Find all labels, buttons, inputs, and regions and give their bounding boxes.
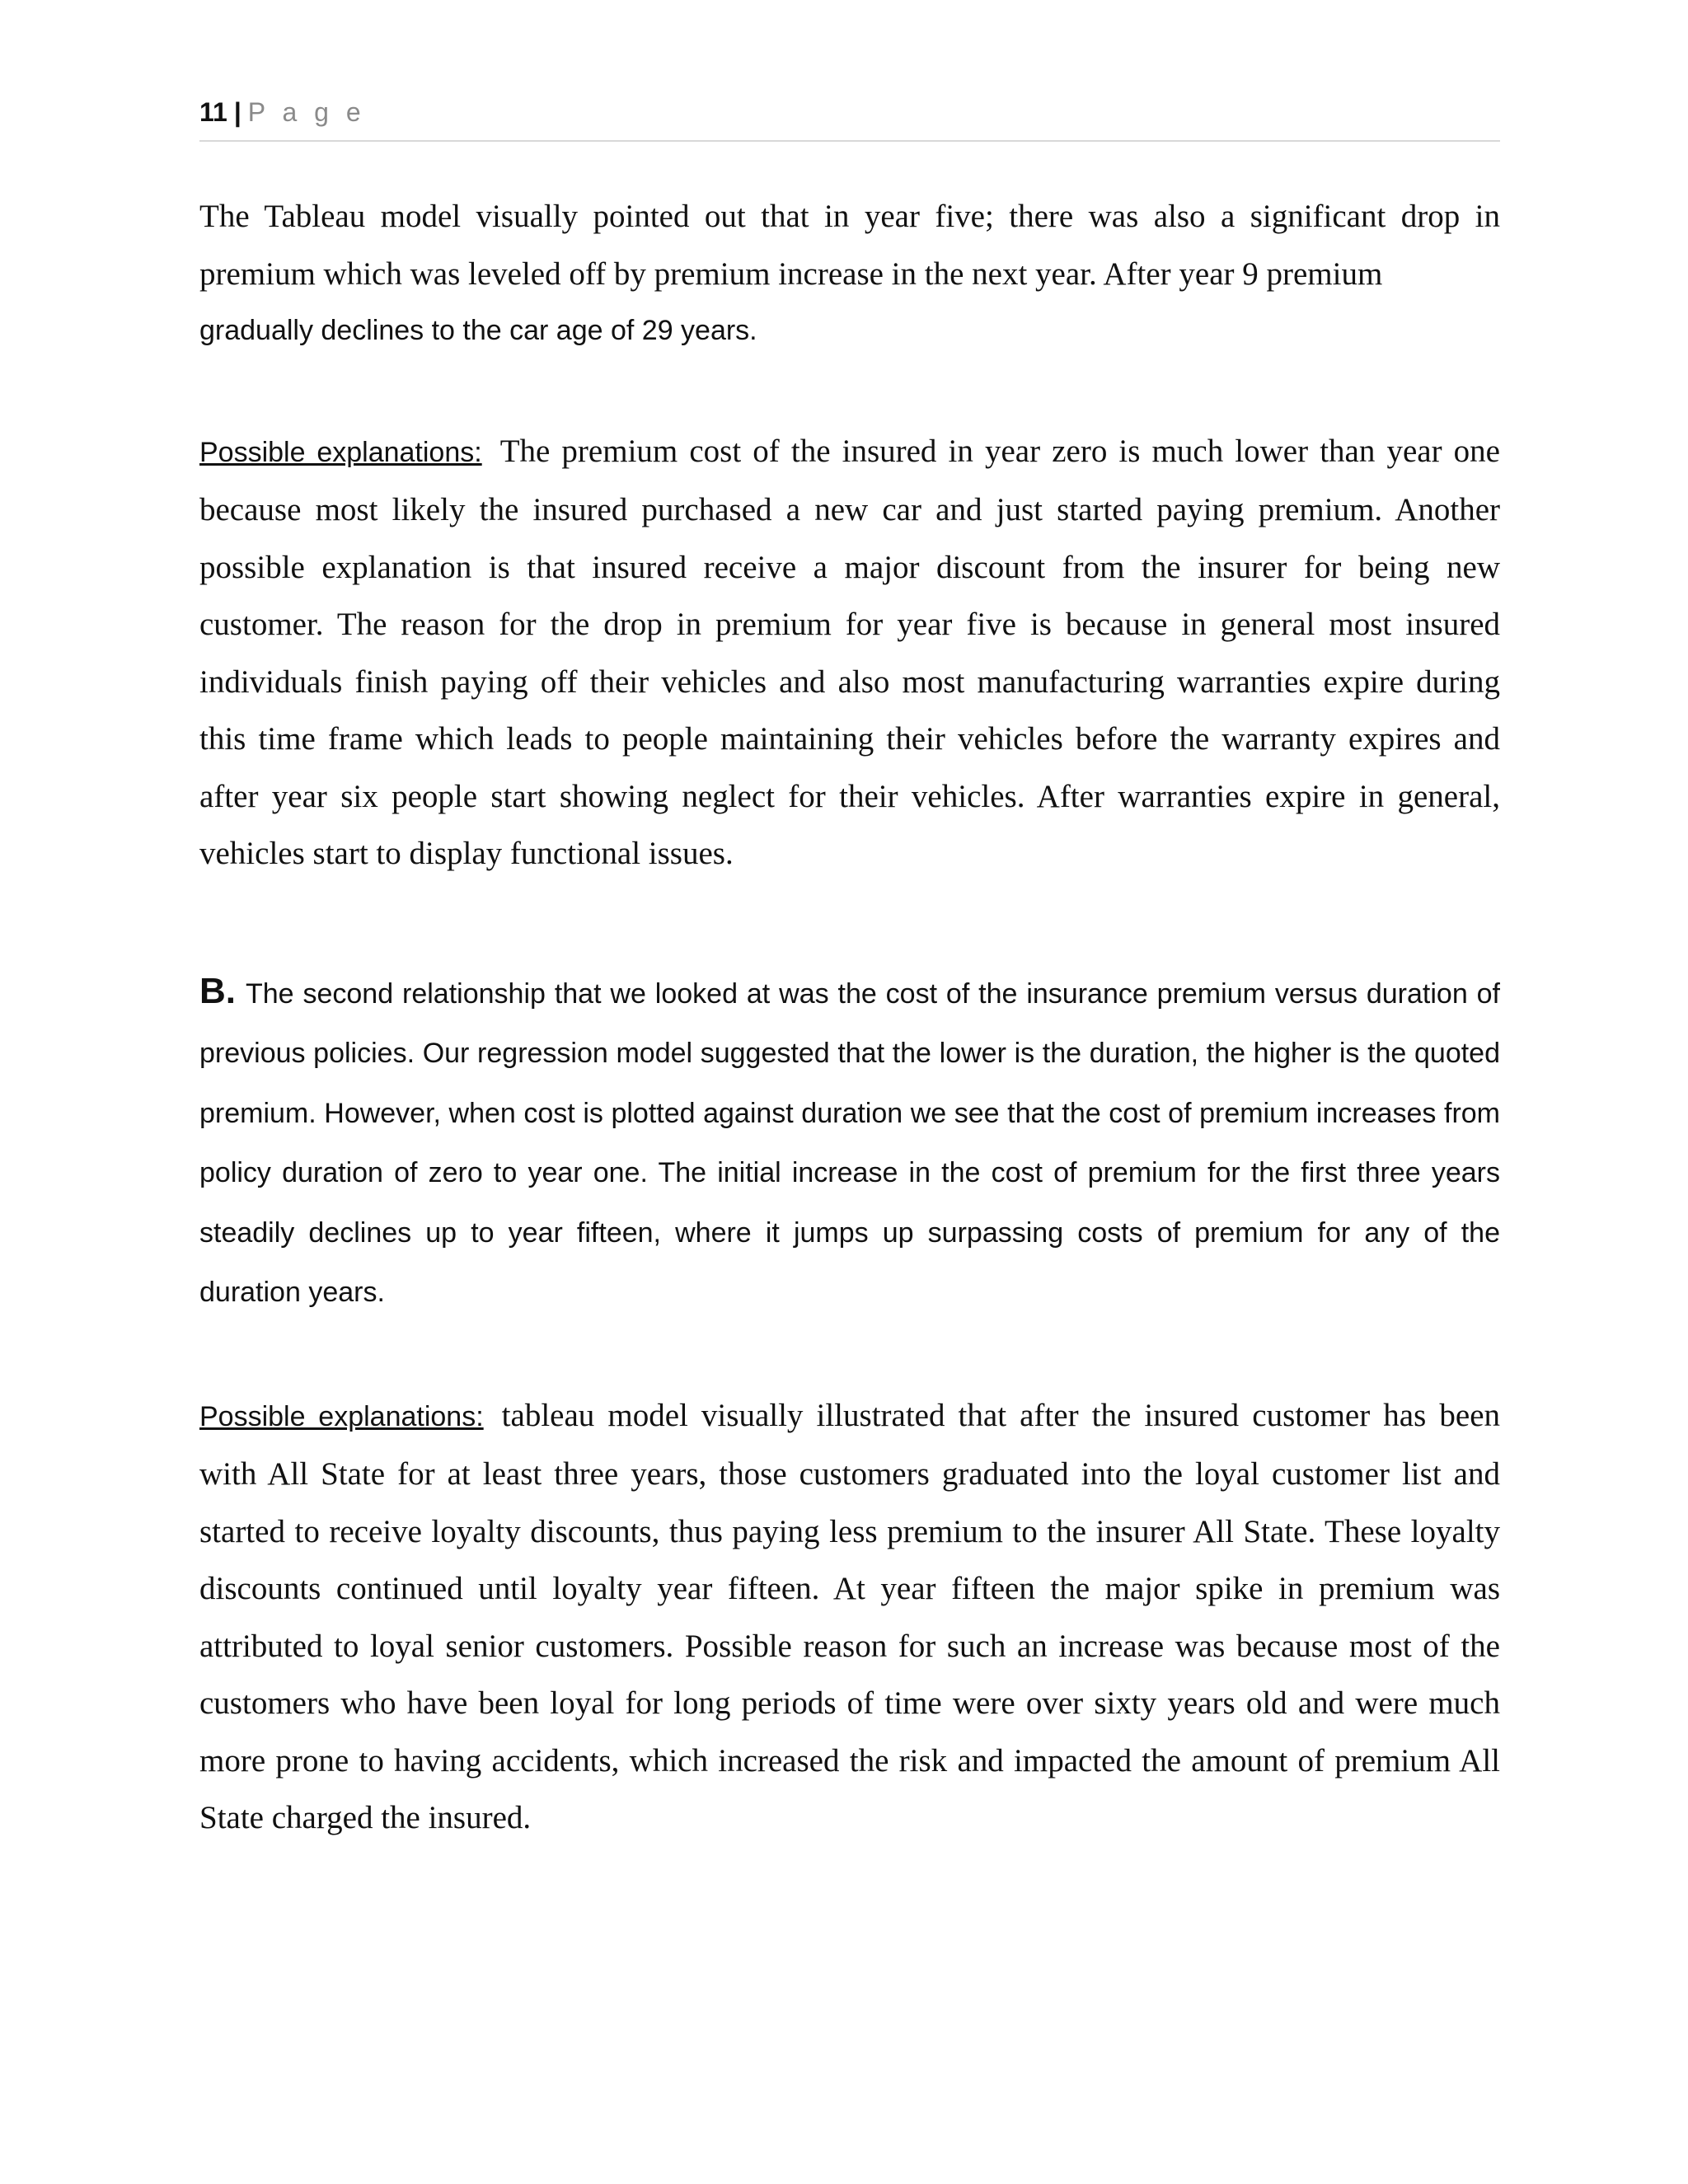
paragraph-possible-explanations-2 — [199, 1387, 1500, 1847]
paragraph-4-text: tableau model visually illustrated that after the insured customer has been with All State for at least three years, those customers graduated into the loyal customer list and started to receive loyalty discounts, thus paying less premium to the insurer All State. These loyalty discounts continued until loyalty year fifteen. At year fifteen the major spike in premium was attributed to loyal senior customers. Possible reason for such an increase was because most of the customers who have been loyal for long periods of time were over sixty years old and were much more prone to having accidents, which increased the risk and impacted the amount of premium All State charged the insured. — [199, 1397, 1501, 1835]
paragraph-year-five-drop — [199, 188, 1500, 360]
paragraph-3-text: The second relationship that we looked at was the cost of the insurance premium versus duration of previous policies. Our regression model suggested that the lower is the duration, the higher is the quoted premium. However, when cost is plotted against duration we see that the cost of premium increases from policy duration of zero to year one. The initial increase in the cost of premium for the first three years steadily declines up to year fifteen, where it jumps up surpassing costs of premium for any of the duration years. — [199, 977, 1500, 1308]
possible-explanations-label-1: Possible explanations: — [199, 436, 482, 468]
page-number: 11 — [199, 97, 227, 127]
possible-explanations-label-2: Possible explanations: — [199, 1400, 484, 1432]
paragraph-1-serif-text: The Tableau model visually pointed out that in year five; there was also a significant drop in premium which was leveled off by premium increase in the next year. After year 9 premium — [199, 199, 1500, 292]
paragraph-section-b — [199, 962, 1500, 1323]
section-b-marker: B. — [199, 970, 236, 1011]
page-separator: | — [233, 97, 241, 127]
page-label: P a g e — [247, 97, 366, 127]
page-header — [199, 97, 1500, 142]
paragraph-possible-explanations-1 — [199, 423, 1500, 883]
paragraph-2-text: The premium cost of the insured in year zero is much lower than year one because most likely the insured purchased a new car and just started paying premium. Another possible explanation is that insured receive a major discount from the insurer for being new customer. The reason for the drop in premium for year five is because in general most insured individuals finish paying off their vehicles and also most manufacturing warranties expire during this time frame which leads to people maintaining their vehicles before the warranty expires and after year six people start showing neglect for their vehicles. After warranties expire in general, vehicles start to display functional issues. — [199, 433, 1500, 871]
paragraph-1-sans-text: gradually declines to the car age of 29 years. — [199, 315, 757, 346]
document-body — [199, 188, 1500, 1847]
